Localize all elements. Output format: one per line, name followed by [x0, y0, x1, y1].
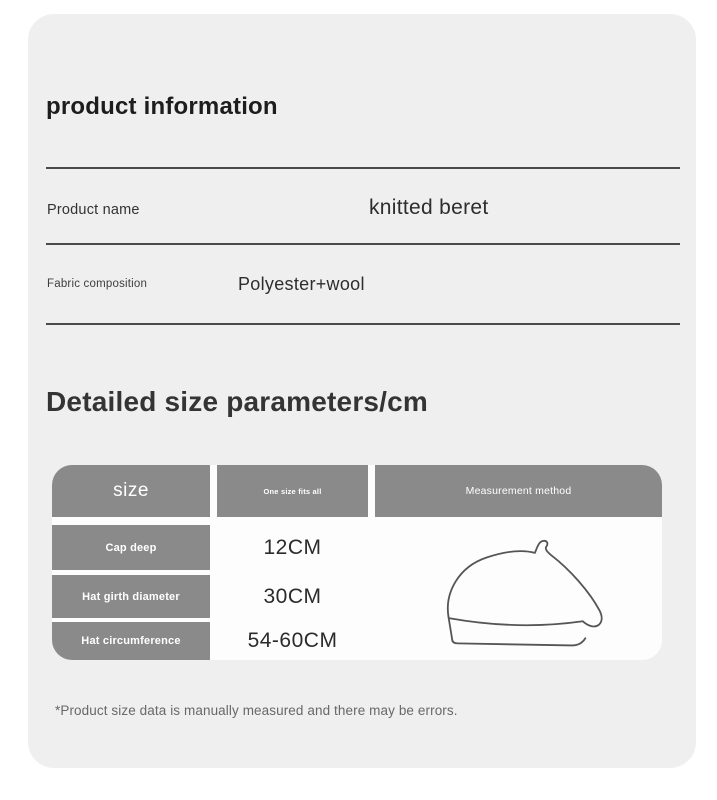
divider-middle	[46, 243, 680, 245]
header-cell-size: size	[52, 465, 210, 517]
divider-top	[46, 167, 680, 169]
product-name-label: Product name	[47, 202, 140, 218]
row-value-cap-deep: 12CM	[217, 525, 368, 570]
beret-outline-icon	[429, 539, 609, 647]
row-label-hat-circumference: Hat circumference	[52, 622, 210, 660]
measurement-method-cell	[375, 525, 662, 660]
product-name-value: knitted beret	[369, 196, 489, 219]
header-cell-measurement-method: Measurement method	[375, 465, 662, 517]
row-value-hat-circumference: 54-60CM	[217, 622, 368, 660]
size-table	[52, 465, 662, 660]
row-label-cap-deep: Cap deep	[52, 525, 210, 570]
footnote: *Product size data is manually measured and there may be errors.	[55, 703, 458, 718]
product-info-card	[28, 14, 696, 768]
section-title-size-parameters: Detailed size parameters/cm	[46, 386, 429, 417]
fabric-composition-value: Polyester+wool	[238, 274, 365, 294]
row-label-hat-girth-diameter: Hat girth diameter	[52, 575, 210, 618]
section-title-product-information: product information	[46, 93, 278, 120]
header-cell-one-size-fits-all: One size fits all	[217, 465, 368, 517]
divider-bottom	[46, 323, 680, 325]
fabric-composition-label: Fabric composition	[47, 278, 148, 290]
row-value-hat-girth-diameter: 30CM	[217, 575, 368, 618]
